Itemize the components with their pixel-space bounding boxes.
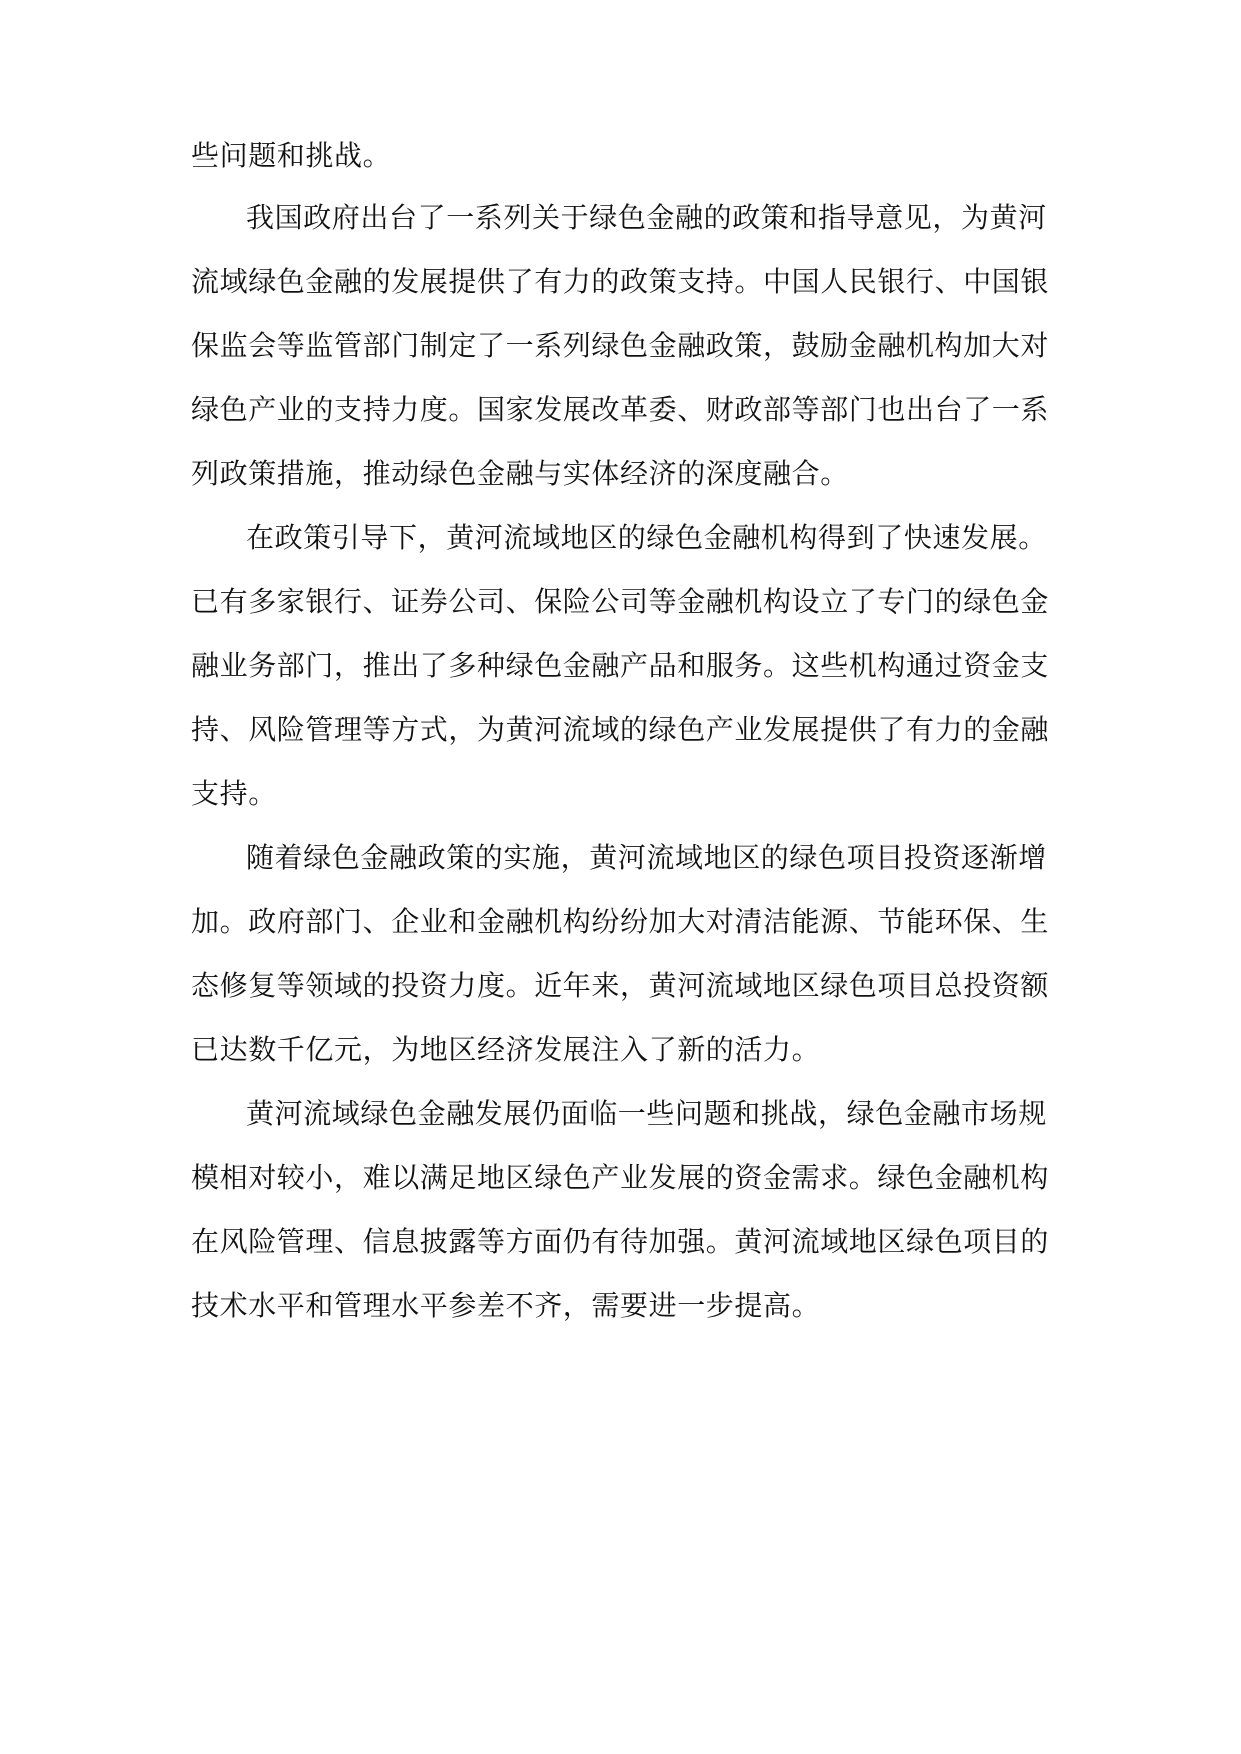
text-line: 持、风险管理等方式，为黄河流域的绿色产业发展提供了有力的金融 <box>191 713 1050 746</box>
text-line: 态修复等领域的投资力度。近年来，黄河流域地区绿色项目总投资额 <box>191 969 1050 1002</box>
text-line: 列政策措施，推动绿色金融与实体经济的深度融合。 <box>191 457 849 490</box>
paragraph-first-line: 黄河流域绿色金融发展仍面临一些问题和挑战，绿色金融市场规 <box>246 1097 1047 1130</box>
paragraph-first-line: 在政策引导下，黄河流域地区的绿色金融机构得到了快速发展。 <box>246 521 1047 554</box>
text-line: 支持。 <box>191 777 277 810</box>
text-line: 绿色产业的支持力度。国家发展改革委、财政部等部门也出台了一系 <box>191 393 1050 426</box>
text-line: 些问题和挑战。 <box>191 139 392 172</box>
text-line: 在风险管理、信息披露等方面仍有待加强。黄河流域地区绿色项目的 <box>191 1225 1050 1258</box>
text-line: 已有多家银行、证券公司、保险公司等金融机构设立了专门的绿色金 <box>191 585 1050 618</box>
paragraph-first-line: 我国政府出台了一系列关于绿色金融的政策和指导意见，为黄河 <box>246 201 1047 234</box>
text-line: 保监会等监管部门制定了一系列绿色金融政策，鼓励金融机构加大对 <box>191 329 1050 362</box>
text-line: 模相对较小，难以满足地区绿色产业发展的资金需求。绿色金融机构 <box>191 1161 1050 1194</box>
paragraph-first-line: 随着绿色金融政策的实施，黄河流域地区的绿色项目投资逐渐增 <box>246 841 1047 874</box>
text-line: 已达数千亿元，为地区经济发展注入了新的活力。 <box>191 1033 821 1066</box>
text-line: 融业务部门，推出了多种绿色金融产品和服务。这些机构通过资金支 <box>191 649 1050 682</box>
text-line: 技术水平和管理水平参差不齐，需要进一步提高。 <box>191 1289 821 1322</box>
text-line: 流域绿色金融的发展提供了有力的政策支持。中国人民银行、中国银 <box>191 265 1050 298</box>
text-line: 加。政府部门、企业和金融机构纷纷加大对清洁能源、节能环保、生 <box>191 905 1050 938</box>
